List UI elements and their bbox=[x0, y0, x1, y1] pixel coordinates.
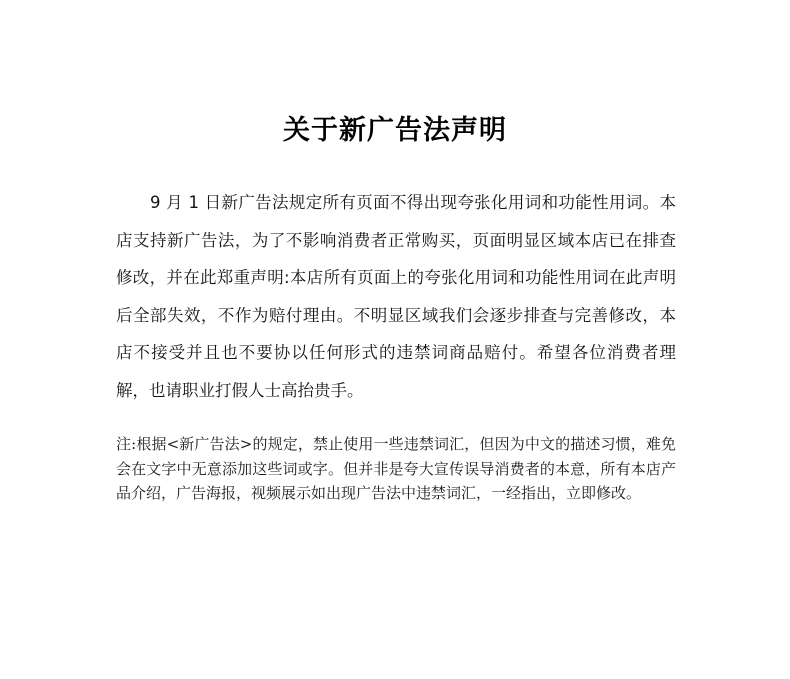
note-paragraph: 注:根据<新广告法>的规定，禁止使用一些违禁词汇，但因为中文的描述习惯，难免会在文字中无意添加这些词或字。但并非是夸大宣传误导消费者的本意，所有本店产品介绍，广告海报，视频展示如出现广告法中违禁词汇，一经指出，立即修改。 bbox=[116, 435, 676, 502]
statement-text: 9 月 1 日新广告法规定所有页面不得出现夸张化用词和功能性用词。本店支持新广告法，为了不影响消费者正常购买，页面明显区域本店已在排查修改，并在此郑重声明:本店所有页面上的夸张化用词和功能性用词在此声明后全部失效，不作为赔付理由。不明显区域我们会逐步排查与完善修改，本店不接受并且也不要协以任何形式的违禁词商品赔付。希望各位消费者理解，也请职业打假人士高抬贵手。 bbox=[116, 193, 676, 400]
statement-paragraph bbox=[116, 184, 676, 409]
document-title: 关于新广告法声明 bbox=[283, 115, 507, 146]
